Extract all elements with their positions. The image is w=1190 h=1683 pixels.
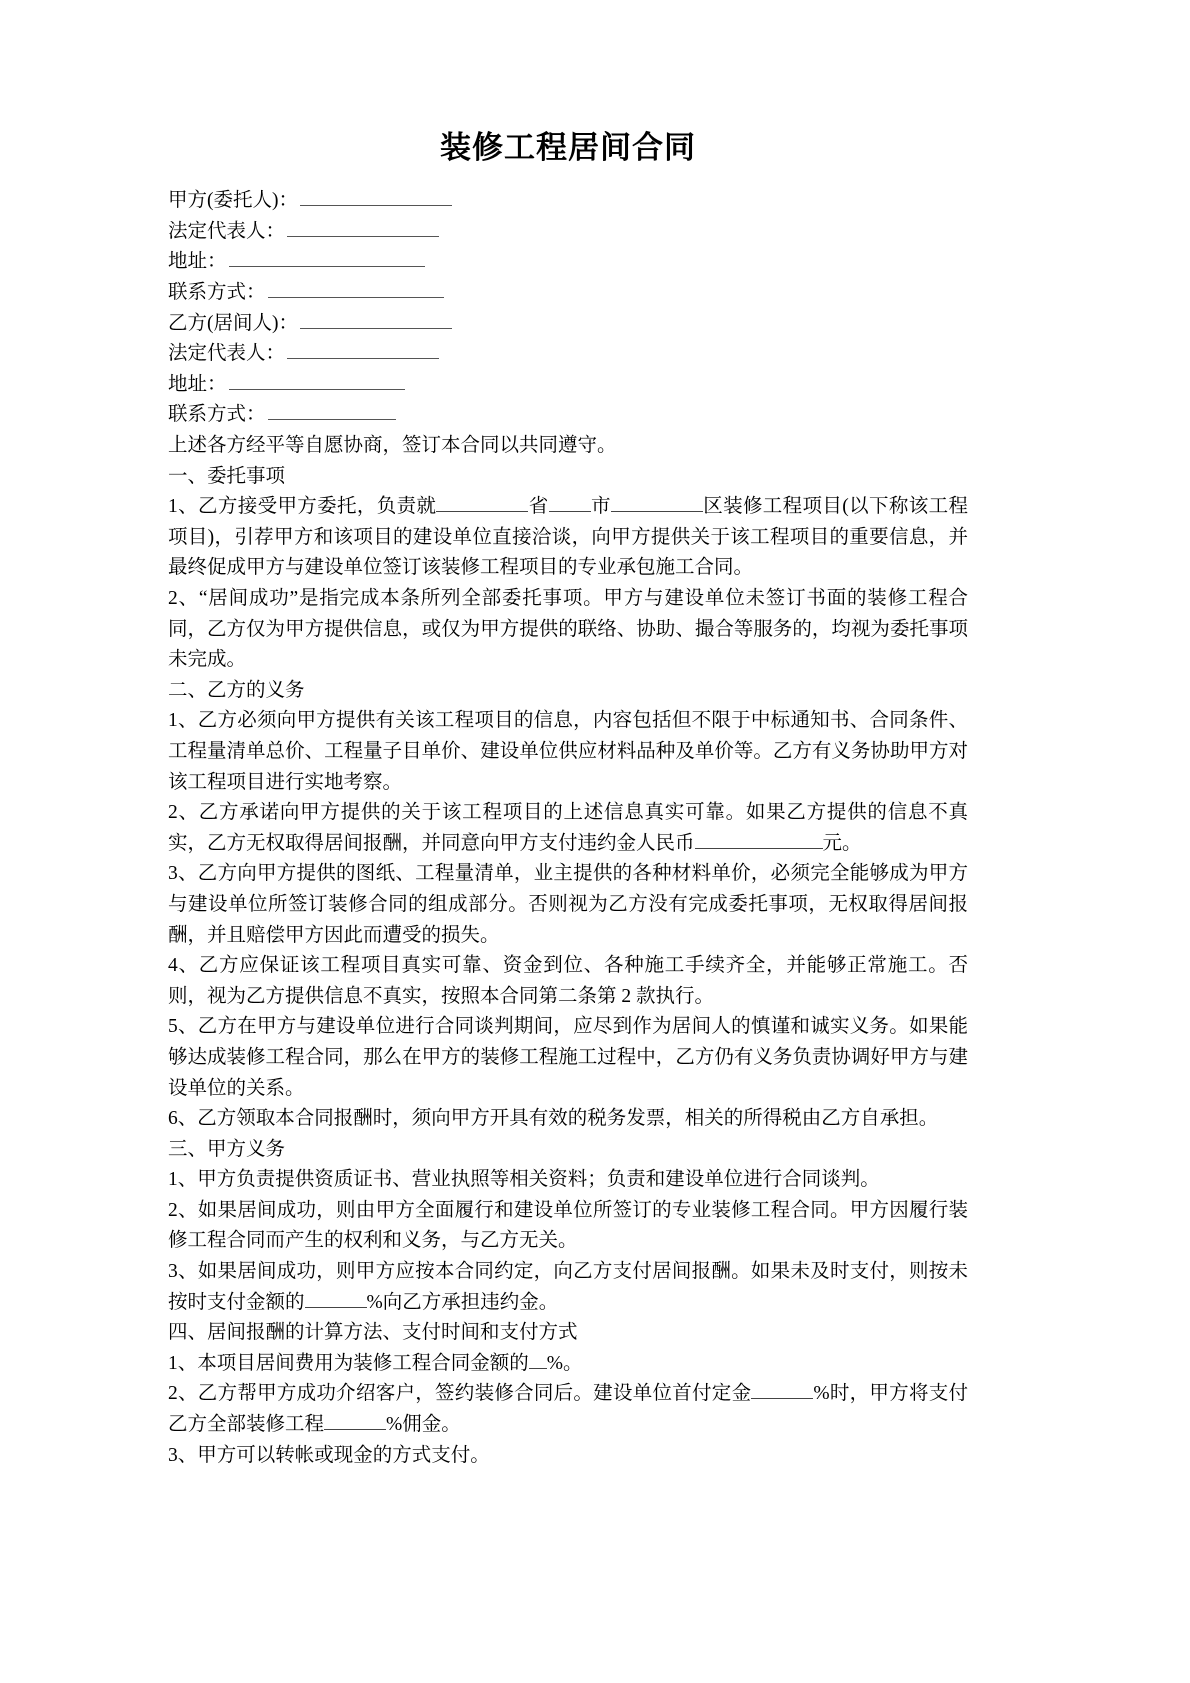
clause-text: 区装修工程项目(以下称该工程项目)，引荐甲方和该项目的建设单位直接洽谈，向甲方提供关于该工程项目的重要信息，并最终促成甲方与建设单位签订该装修工程项目的专业承包施工合同。 [168,496,968,579]
party-field-row [168,217,968,248]
clause-paragraph [168,584,968,676]
clause-text: 2、乙方承诺向甲方提供的关于该工程项目的上述信息真实可靠。如果乙方提供的信息不真实，乙方无权取得居间报酬，并同意向甲方支付违约金人民币 [168,802,968,854]
clause-paragraph [168,951,968,1012]
section-heading: 一、委托事项 [168,465,286,487]
clause-paragraph [168,1257,968,1318]
party-field-blank[interactable] [300,311,452,329]
clause-paragraph [168,1441,968,1472]
party-field-row [168,309,968,340]
clause-paragraph [168,1012,968,1104]
party-field-label: 地址： [168,373,227,395]
clause-text: %佣金。 [386,1414,461,1436]
party-field-row [168,400,968,431]
section-heading: 三、甲方义务 [168,1138,286,1160]
clause-text: 2、如果居间成功，则由甲方全面履行和建设单位所签订的专业装修工程合同。甲方因履行装修工程合同而产生的权利和义务，与乙方无关。 [168,1199,968,1252]
clause-text: 1、乙方必须向甲方提供有关该工程项目的信息，内容包括但不限于中标通知书、合同条件、工程量清单总价、工程量子目单价、建设单位供应材料品种及单价等。乙方有义务协助甲方对该工程项目进行实地考察。 [168,710,968,793]
clause-paragraph [168,1196,968,1257]
clause-text: 3、如果居间成功，则甲方应按本合同约定，向乙方支付居间报酬。如果未及时支付，则按未按时支付金额的 [168,1261,968,1313]
clause-text: 1、乙方接受甲方委托，负责就 [168,496,437,518]
party-field-blank[interactable] [229,372,405,390]
party-field-label: 法定代表人： [168,343,286,365]
section-heading: 四、居间报酬的计算方法、支付时间和支付方式 [168,1322,578,1344]
fill-in-blank[interactable] [324,1413,386,1430]
clause-text: 2、“居间成功”是指完成本条所列全部委托事项。甲方与建设单位未签订书面的装修工程合同，乙方仅为甲方提供信息，或仅为甲方提供的联络、协助、撮合等服务的，均视为委托事项未完成。 [168,588,968,671]
clause-text: %时，甲方将支付乙方全部装修工程 [168,1383,968,1436]
clause-paragraph [168,859,968,951]
clause-text: 元。 [822,832,862,854]
party-field-blank[interactable] [268,280,444,298]
clause-text: 市 [590,496,611,518]
party-field-label: 法定代表人： [168,220,286,242]
party-field-row [168,186,968,217]
document-content [168,128,968,1471]
fill-in-blank[interactable] [436,495,528,512]
party-field-blank[interactable] [287,341,439,359]
fill-in-blank[interactable] [529,1352,547,1369]
clause-text: 5、乙方在甲方与建设单位进行合同谈判期间，应尽到作为居间人的慎谨和诚实义务。如果能够达成装修工程合同，那么在甲方的装修工程施工过程中，乙方仍有义务负责协调好甲方与建设单位的关系。 [168,1016,968,1099]
clause-paragraph [168,706,968,798]
party-field-label: 地址： [168,251,227,273]
party-fields-block [168,186,968,431]
party-field-label: 乙方(居间人)： [168,312,298,334]
fill-in-blank[interactable] [695,832,823,849]
party-field-row [168,247,968,278]
fill-in-blank[interactable] [549,495,591,512]
clause-text: 4、乙方应保证该工程项目真实可靠、资金到位、各种施工手续齐全，并能够正常施工。否则，视为乙方提供信息不真实，按照本合同第二条第 2 款执行。 [168,955,968,1007]
party-field-label: 联系方式： [168,404,266,426]
clause-paragraph [168,1379,968,1440]
clause-text: 1、本项目居间费用为装修工程合同金额的 [168,1352,529,1374]
preamble-paragraph: 上述各方经平等自愿协商，签订本合同以共同遵守。 [168,435,617,457]
party-field-row [168,278,968,309]
party-field-label: 甲方(委托人)： [168,190,298,212]
party-field-row [168,339,968,370]
fill-in-blank[interactable] [611,495,703,512]
party-field-row [168,370,968,401]
fill-in-blank[interactable] [305,1291,367,1308]
party-field-blank[interactable] [229,249,425,267]
clause-text: 1、甲方负责提供资质证书、营业执照等相关资料；负责和建设单位进行合同谈判。 [168,1169,880,1191]
party-field-blank[interactable] [268,402,396,420]
party-field-label: 联系方式： [168,282,266,304]
clause-text: 省 [528,496,549,518]
clause-paragraph [168,798,968,859]
clause-text: %。 [546,1352,583,1374]
clause-text: %向乙方承担违约金。 [366,1291,559,1313]
sections-block [168,462,968,1472]
clause-text: 2、乙方帮甲方成功介绍客户，签约装修合同后。建设单位首付定金 [168,1383,752,1405]
clause-paragraph [168,1165,968,1196]
party-field-blank[interactable] [300,188,452,206]
party-field-blank[interactable] [287,219,439,237]
section-heading: 二、乙方的义务 [168,679,305,701]
clause-paragraph [168,1349,968,1380]
clause-text: 3、乙方向甲方提供的图纸、工程量清单，业主提供的各种材料单价，必须完全能够成为甲方与建设单位所签订装修合同的组成部分。否则视为乙方没有完成委托事项，无权取得居间报酬，并且赔偿甲方因此而遭受的损失。 [168,863,968,946]
clause-text: 3、甲方可以转帐或现金的方式支付。 [168,1444,490,1466]
clause-text: 6、乙方领取本合同报酬时，须向甲方开具有效的税务发票，相关的所得税由乙方自承担。 [168,1108,939,1130]
fill-in-blank[interactable] [751,1382,813,1399]
clause-paragraph [168,492,968,584]
clause-paragraph [168,1104,968,1135]
page-title: 装修工程居间合同 [440,130,696,165]
